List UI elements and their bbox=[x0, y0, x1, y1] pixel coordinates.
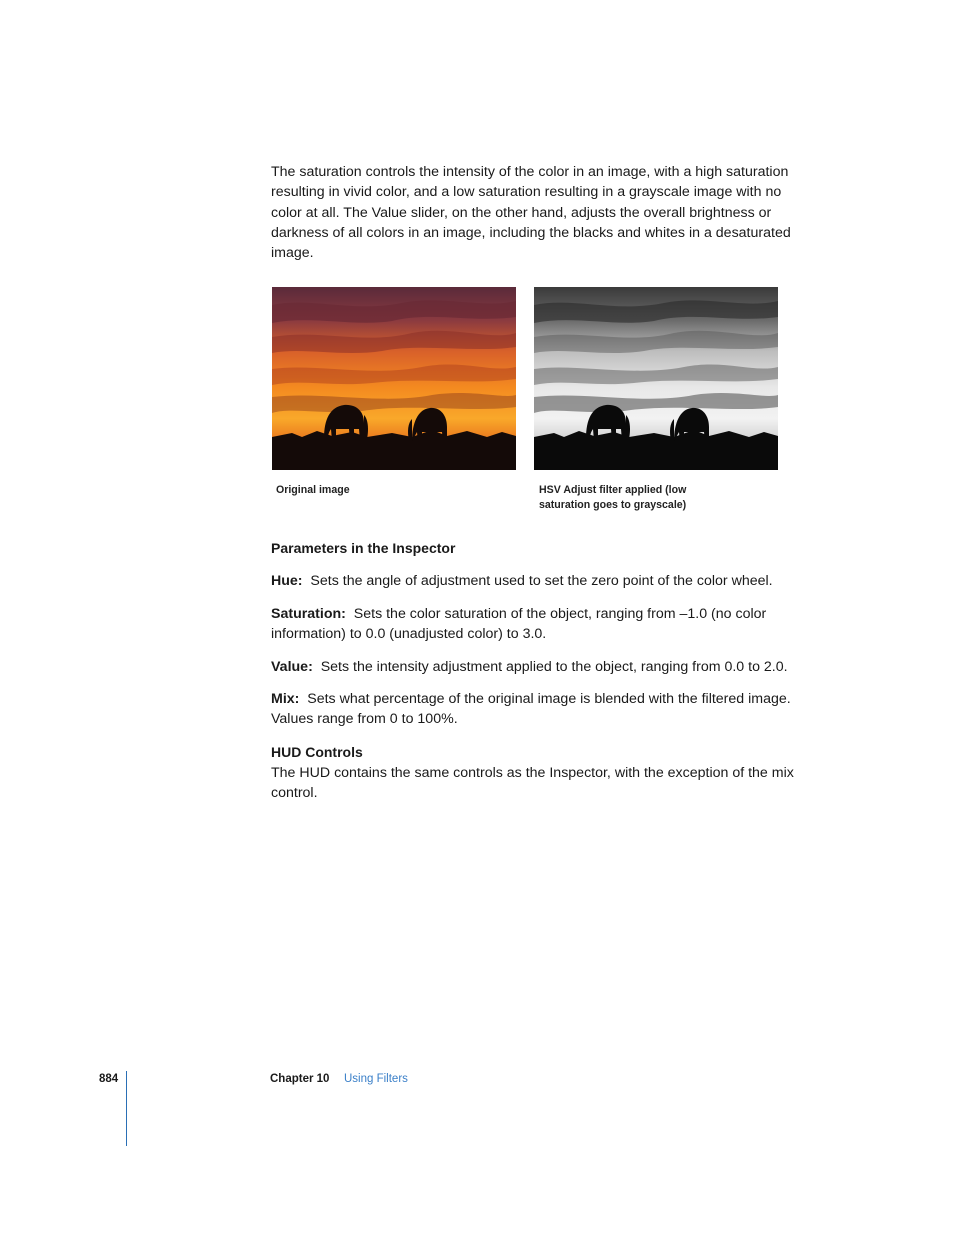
grayscale-image-caption bbox=[539, 483, 709, 513]
footer-rule bbox=[126, 1071, 127, 1146]
original-image-caption: Original image bbox=[276, 484, 350, 496]
mix-parameter bbox=[271, 689, 816, 730]
intro-paragraph: The saturation controls the intensity of the color in an image, with a high saturation resulting in vivid color, and a low saturation resulting in a grayscale image with no color at all. The Value slider, on the other hand, adjusts the overall brightness or darkness of all colors in an image, including the blacks and whites in a desaturated image. bbox=[271, 164, 791, 262]
mix-term: Mix: bbox=[271, 691, 300, 707]
grayscale-image bbox=[534, 287, 778, 470]
grayscale-caption-line2: saturation goes to grayscale) bbox=[539, 499, 687, 511]
saturation-description: Sets the color saturation of the object, ranging from –1.0 (no color information) to 0.0 (unadjusted color) to 3.0. bbox=[271, 606, 767, 643]
saturation-parameter bbox=[271, 604, 816, 645]
value-term: Value: bbox=[271, 659, 313, 675]
value-parameter bbox=[271, 657, 816, 677]
hue-description: Sets the angle of adjustment used to set the zero point of the color wheel. bbox=[310, 573, 773, 589]
hud-heading: HUD Controls bbox=[271, 744, 363, 760]
parameters-heading: Parameters in the Inspector bbox=[271, 540, 456, 556]
hue-term: Hue: bbox=[271, 573, 303, 589]
value-description: Sets the intensity adjustment applied to the object, ranging from 0.0 to 2.0. bbox=[320, 659, 788, 675]
hue-parameter bbox=[271, 571, 816, 591]
page-number: 884 bbox=[99, 1073, 119, 1085]
footer-chapter-title[interactable]: Using Filters bbox=[344, 1073, 408, 1085]
footer-chapter: Chapter 10 bbox=[270, 1073, 330, 1085]
hud-paragraph: The HUD contains the same controls as the Inspector, with the exception of the mix control. bbox=[271, 765, 794, 802]
mix-description: Sets what percentage of the original image is blended with the filtered image. Values range from 0 to 100%. bbox=[271, 691, 791, 728]
grayscale-caption-line1: HSV Adjust filter applied (low bbox=[539, 484, 687, 496]
original-image bbox=[272, 287, 516, 470]
saturation-term: Saturation: bbox=[271, 606, 346, 622]
